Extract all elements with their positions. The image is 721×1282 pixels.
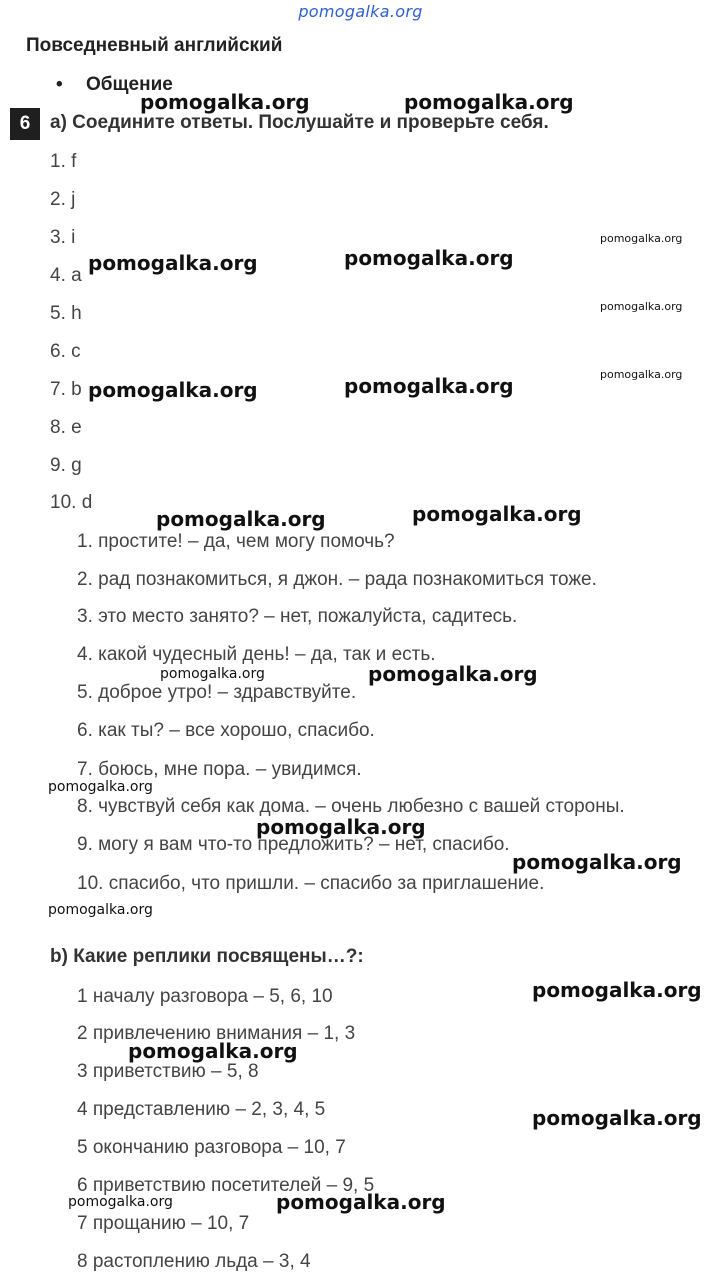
- dialogue-line: 5. доброе утро! – здравствуйте.: [77, 682, 357, 703]
- dialogue-line: 10. спасибо, что пришли. – спасибо за приглашение.: [77, 873, 545, 894]
- answer-line: 5. h: [50, 303, 82, 324]
- watermark: pomogalka.org: [88, 378, 258, 402]
- answer-line: 7. b: [50, 379, 82, 400]
- answer-line: 6. c: [50, 341, 81, 362]
- task-a-title: a) Соедините ответы. Послушайте и проверьте себя.: [50, 112, 549, 133]
- task-b-title: b) Какие реплики посвящены…?:: [50, 946, 364, 967]
- watermark: pomogalka.org: [600, 232, 683, 245]
- watermark: pomogalka.org: [512, 850, 682, 874]
- answer-line: 1. f: [50, 151, 77, 172]
- watermark: pomogalka.org: [160, 666, 265, 682]
- watermark: pomogalka.org: [128, 1039, 298, 1063]
- bullet-text: Общение: [86, 74, 173, 95]
- watermark: pomogalka.org: [412, 502, 582, 526]
- site-watermark: pomogalka.org: [298, 2, 423, 21]
- answer-line: 4. a: [50, 265, 82, 286]
- b-answer-line: 2 привлечению внимания – 1, 3: [77, 1023, 356, 1044]
- watermark: pomogalka.org: [256, 815, 426, 839]
- exercise-number-badge: 6: [10, 108, 40, 140]
- watermark: pomogalka.org: [344, 246, 514, 270]
- watermark: pomogalka.org: [48, 779, 153, 795]
- dialogue-line: 4. какой чудесный день! – да, так и есть.: [77, 644, 436, 665]
- watermark: pomogalka.org: [368, 662, 538, 686]
- answer-line: 3. i: [50, 227, 76, 248]
- dialogue-line: 8. чувствуй себя как дома. – очень любезно с вашей стороны.: [77, 796, 625, 817]
- section-heading: Повседневный английский: [26, 35, 283, 56]
- watermark: pomogalka.org: [88, 251, 258, 275]
- dialogue-line: 7. боюсь, мне пора. – увидимся.: [77, 759, 362, 780]
- b-answer-line: 3 приветствию – 5, 8: [77, 1061, 259, 1082]
- watermark: pomogalka.org: [48, 902, 153, 918]
- watermark: pomogalka.org: [600, 300, 683, 313]
- watermark: pomogalka.org: [276, 1190, 446, 1214]
- watermark: pomogalka.org: [68, 1194, 173, 1210]
- b-answer-line: 5 окончанию разговора – 10, 7: [77, 1137, 346, 1158]
- dialogue-line: 3. это место занято? – нет, пожалуйста, садитесь.: [77, 606, 518, 627]
- bullet-dot-icon: •: [56, 74, 63, 95]
- answer-line: 9. g: [50, 455, 82, 476]
- b-answer-line: 7 прощанию – 10, 7: [77, 1213, 250, 1234]
- watermark: pomogalka.org: [532, 1106, 702, 1130]
- watermark: pomogalka.org: [600, 368, 683, 381]
- answer-line: 10. d: [50, 492, 93, 513]
- b-answer-line: 1 началу разговора – 5, 6, 10: [77, 986, 333, 1007]
- watermark: pomogalka.org: [532, 978, 702, 1002]
- dialogue-line: 2. рад познакомиться, я джон. – рада познакомиться тоже.: [77, 569, 597, 590]
- watermark: pomogalka.org: [344, 374, 514, 398]
- b-answer-line: 4 представлению – 2, 3, 4, 5: [77, 1099, 326, 1120]
- dialogue-line: 1. простите! – да, чем могу помочь?: [77, 531, 395, 552]
- watermark: pomogalka.org: [404, 90, 574, 114]
- b-answer-line: 8 растоплению льда – 3, 4: [77, 1251, 311, 1272]
- dialogue-line: 9. могу я вам что-то предложить? – нет, спасибо.: [77, 834, 510, 855]
- watermark: pomogalka.org: [140, 90, 310, 114]
- answer-line: 8. e: [50, 417, 82, 438]
- watermark: pomogalka.org: [156, 507, 326, 531]
- dialogue-line: 6. как ты? – все хорошо, спасибо.: [77, 720, 375, 741]
- answer-line: 2. j: [50, 189, 76, 210]
- b-answer-line: 6 приветствию посетителей – 9, 5: [77, 1175, 375, 1196]
